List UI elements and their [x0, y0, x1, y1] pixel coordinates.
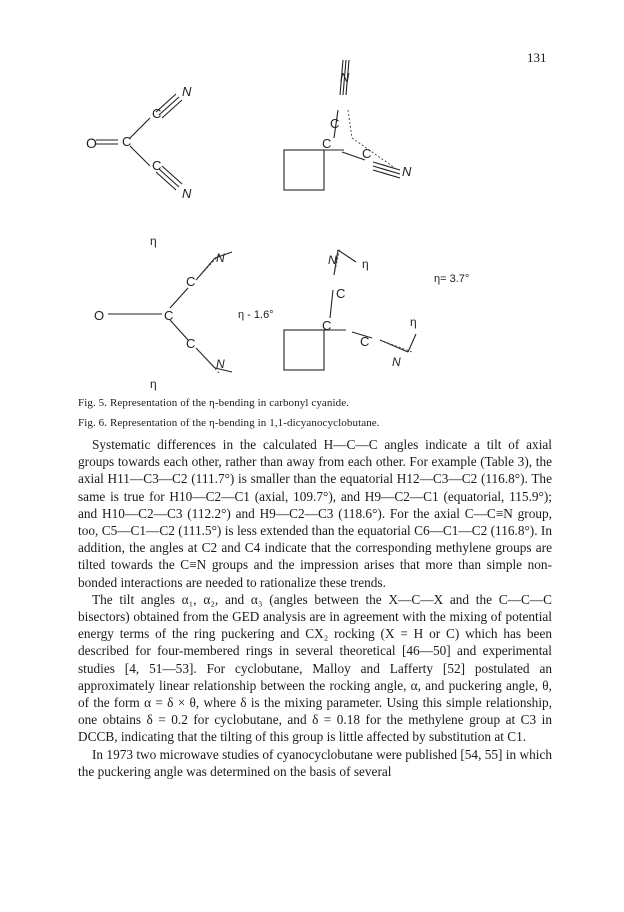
angle-label-fig5: η - 1.6°	[238, 309, 274, 321]
figure-area	[0, 0, 624, 400]
label-c-up-bottom: C	[186, 274, 196, 289]
label-n-axial-top: N	[340, 70, 350, 85]
label-eta-5-up: η	[150, 234, 157, 248]
dashed-ref-6-eq	[380, 340, 412, 352]
angle-label-fig6: η= 3.7°	[434, 273, 470, 285]
axial-bond-bottom	[330, 290, 333, 318]
label-c-axial-top: C	[330, 116, 340, 131]
label-o-top: O	[86, 135, 97, 151]
figure-6-caption: Fig. 6. Representation of the η-bending in 1,1-dicyanocyclobutane.	[78, 417, 380, 429]
body-text	[78, 436, 552, 780]
label-eta-5-down: η	[150, 377, 157, 391]
label-n-down-top: N	[182, 186, 192, 201]
label-n-axial-bottom: N	[328, 253, 337, 267]
page-number: 131	[527, 50, 547, 65]
label-n-up-bottom: N	[216, 251, 225, 265]
label-c1-top: C	[322, 136, 332, 151]
cyclobutane-ring-bottom	[284, 330, 324, 370]
label-eta-6-axial: η	[362, 257, 369, 271]
label-c-center-bottom: C	[164, 308, 174, 323]
label-eta-6-eq: η	[410, 315, 417, 329]
cn-eq-triple-1	[373, 162, 400, 170]
figure-5-caption: Fig. 5. Representation of the η-bending in carbonyl cyanide.	[78, 397, 350, 409]
c-c-bond-down	[130, 146, 150, 166]
c-c-bond-up	[130, 118, 150, 138]
eta-bend-axial	[338, 250, 356, 262]
label-n-up-top: N	[182, 84, 192, 99]
paragraph-2: The tilt angles α₁, α₂, and α₃ (angles between the X—C—X and the C—C—C bisectors) obtained from the GED analysis are in agreement with the mixing of potential energy terms of the ring puckering and CX₂ rocking (X = H or C) which has been described for four-membered rings in several theoretical [46—50] and experimental studies [4, 51—53]. For cyclobutane, Malloy and Lafferty [52] postulated an approximately linear relationship between the rocking angle, α, and puckering angle, θ, of the form α = δ × θ, where δ is the mixing parameter. Using this simple relationship, one obtains δ = 0.2 for cyclobutane, and δ = 0.18 for the methylene group at C3 in DCCB, indicating that the tilting of this group is little affected by substitution at C1.	[78, 591, 552, 745]
label-n-eq-top: N	[402, 164, 412, 179]
eta-bend-eq	[408, 334, 416, 352]
label-c-eq-bottom: C	[360, 334, 370, 349]
cn-eq-triple-3	[373, 170, 400, 178]
dashed-ref-axial	[348, 110, 352, 138]
paragraph-1: Systematic differences in the calculated H—C—C angles indicate a tilt of axial groups towards each other, rather than away from each other. For example (Table 3), the axial H11—C3—C2 (111.7°) is smaller than the equatorial H12—C3—C2 (116.8°). The same is true for H10—C2—C1 (axial, 109.7°), and H9—C2—C1 (equatorial, 115.9°); and H10—C2—C3 (112.2°) and H9—C2—C3 (118.6°). For the axial C—C≡N group, too, C5—C1—C2 (111.5°) is less extended than the equatorial C6—C1—C2 (116.8°). In addition, the angles at C2 and C4 indicate that the corresponding methylene groups are tilted towards the C≡N groups and the impression arises that more than simple non-bonded interactions are needed to rationalize these trends.	[78, 437, 552, 590]
label-c-up-top: C	[152, 106, 162, 121]
cyclobutane-ring-top	[284, 150, 324, 190]
label-c-down-bottom: C	[186, 336, 196, 351]
paragraph-3: In 1973 two microwave studies of cyanocyclobutane were published [54, 55] in which the puckering angle was determined on the basis of several	[78, 746, 552, 779]
cn-eq-triple-2	[373, 166, 400, 174]
label-c-center-top: C	[122, 134, 132, 149]
label-n-eq-bottom: N	[392, 355, 401, 369]
label-c1-bottom: C	[322, 318, 332, 333]
figures-svg	[0, 0, 624, 400]
label-n-down-bottom: N	[216, 357, 225, 371]
label-c-axial-bottom: C	[336, 286, 346, 301]
bottom-cc-up	[170, 288, 188, 308]
label-o-bottom: O	[94, 308, 105, 323]
label-c-down-top: C	[152, 158, 162, 173]
label-c-eq-top: C	[362, 146, 372, 161]
dashed-ref-eq	[352, 138, 395, 168]
